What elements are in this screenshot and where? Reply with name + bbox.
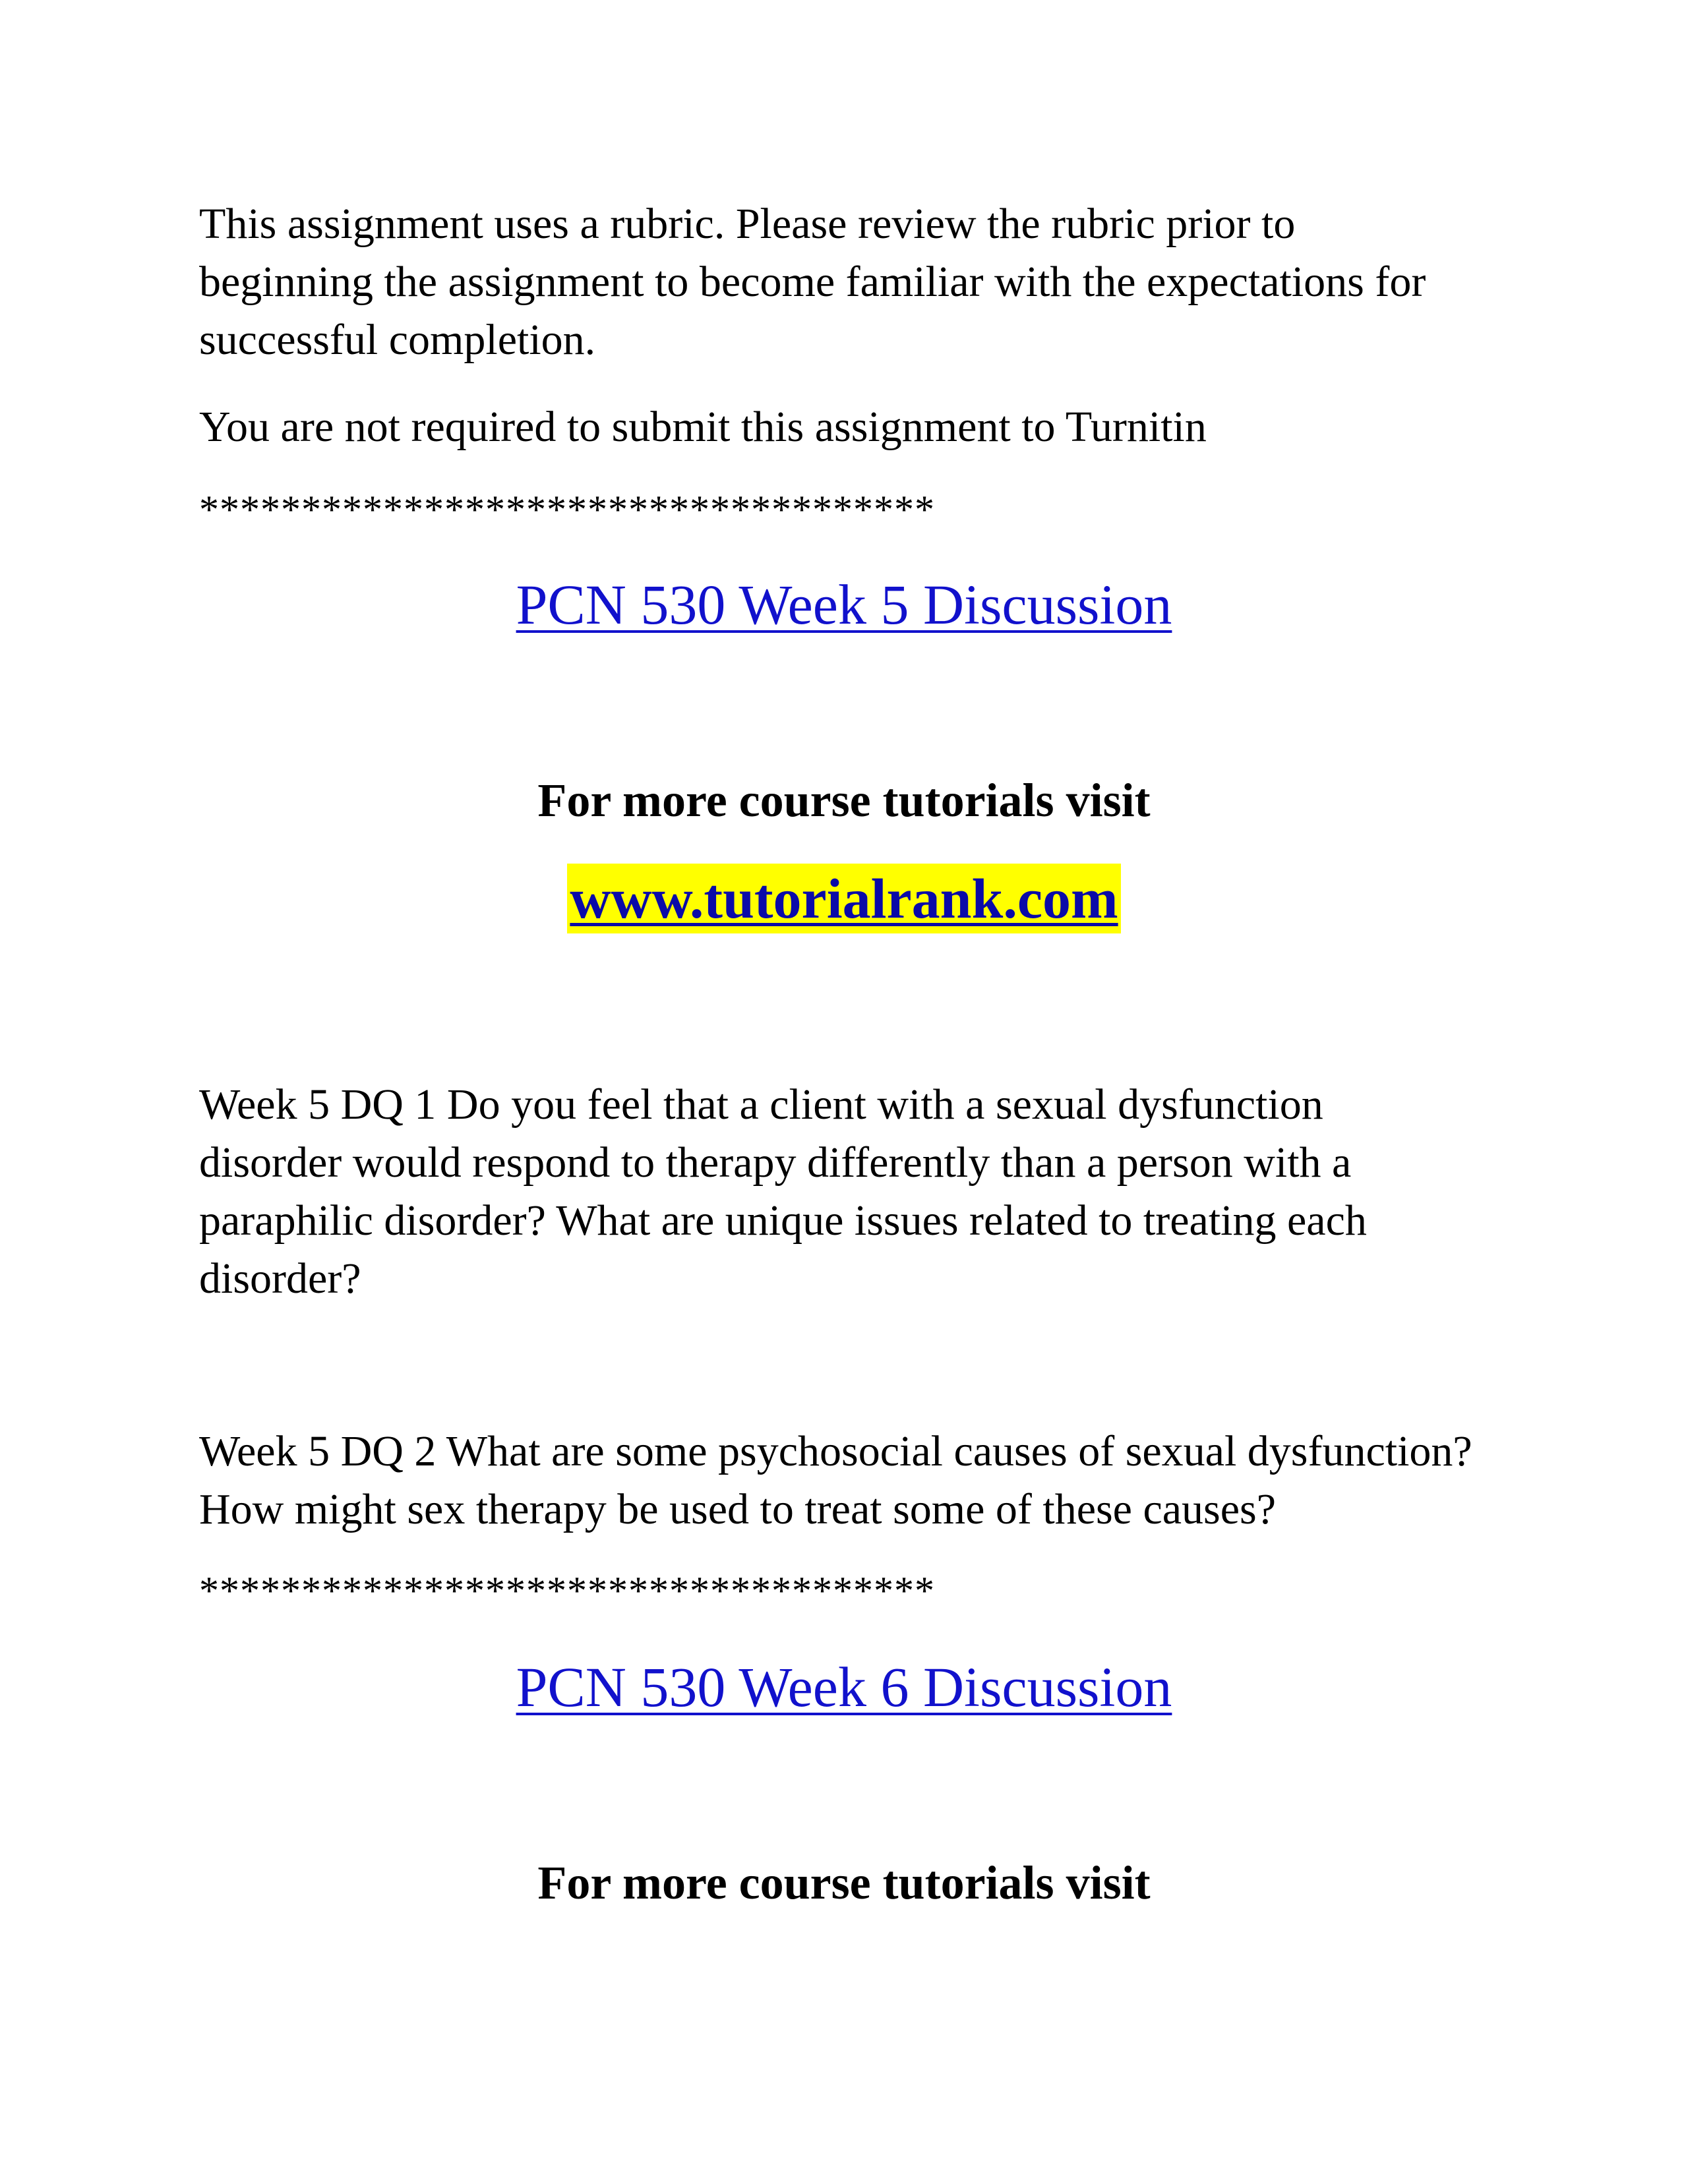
week5-dq1-paragraph bbox=[199, 1076, 1531, 1308]
week5-visit-heading: For more course tutorials visit bbox=[537, 774, 1151, 827]
week5-title-row bbox=[0, 568, 1688, 641]
week6-title-row bbox=[0, 1651, 1688, 1723]
week6-visit-heading: For more course tutorials visit bbox=[537, 1856, 1151, 1909]
dq1-line: disorder? bbox=[199, 1254, 361, 1303]
week5-discussion-link[interactable]: PCN 530 Week 5 Discussion bbox=[516, 573, 1172, 636]
turnitin-note: You are not required to submit this assignment to Turnitin bbox=[199, 403, 1207, 451]
dq2-line: How might sex therapy be used to treat some of these causes? bbox=[199, 1485, 1277, 1533]
dq1-line: paraphilic disorder? What are unique issues related to treating each bbox=[199, 1196, 1367, 1245]
intro-paragraph bbox=[199, 195, 1531, 369]
dq1-line: Week 5 DQ 1 Do you feel that a client with a sexual dysfunction bbox=[199, 1080, 1323, 1129]
intro-line: beginning the assignment to become familiar with the expectations for bbox=[199, 258, 1426, 306]
separator-stars: ************************************ bbox=[199, 1569, 935, 1612]
tutorialrank-site-link[interactable]: www.tutorialrank.com bbox=[567, 864, 1120, 933]
dq1-line: disorder would respond to therapy differently than a person with a bbox=[199, 1138, 1352, 1187]
intro-line: This assignment uses a rubric. Please review the rubric prior to bbox=[199, 200, 1296, 248]
week5-site-row bbox=[0, 864, 1688, 933]
separator-stars: ************************************ bbox=[199, 488, 935, 531]
intro-line: successful completion. bbox=[199, 316, 596, 364]
dq2-line: Week 5 DQ 2 What are some psychosocial causes of sexual dysfunction? bbox=[199, 1427, 1472, 1475]
week5-dq2-paragraph bbox=[199, 1423, 1531, 1539]
week6-discussion-link[interactable]: PCN 530 Week 6 Discussion bbox=[516, 1655, 1172, 1719]
